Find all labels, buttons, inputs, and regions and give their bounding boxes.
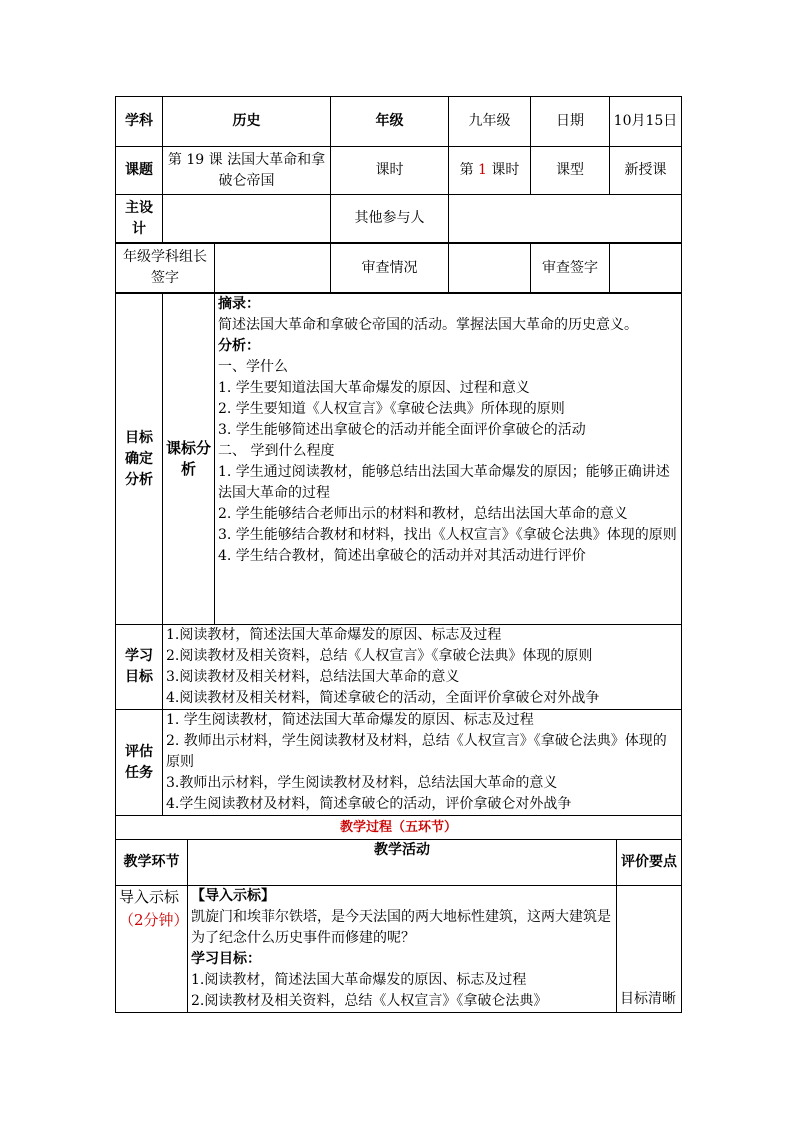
period-value xyxy=(449,147,531,195)
analysis-line: 3. 学生能够简述出拿破仑的活动并能全面评价拿破仑的活动 xyxy=(218,422,586,438)
type-label: 课型 xyxy=(531,147,610,195)
leader-label: 年级学科组长签字 xyxy=(116,244,215,293)
eval-cell: 目标清晰 xyxy=(617,886,682,1013)
review-sign-value xyxy=(610,244,682,293)
process-title: 教学过程（五环节） xyxy=(116,816,682,840)
learning-goals-label: 学习目标 xyxy=(116,625,163,710)
activity-goal-line: 1.阅读教材，简述法国大革命爆发的原因、标志及过程 xyxy=(191,972,527,988)
stage-name: 导入示标 xyxy=(119,888,180,906)
analysis-line: 简述法国大革命和拿破仑帝国的活动。掌握法国大革命的历史意义。 xyxy=(218,317,638,333)
stage-time: （2分钟） xyxy=(119,911,189,929)
period-label: 课时 xyxy=(331,147,449,195)
participants-value xyxy=(449,195,682,243)
activity-intro: 凯旋门和埃菲尔铁塔，是今天法国的两大地标性建筑，这两大建筑是为了纪念什么历史事件而修建的呢？ xyxy=(191,909,611,946)
activity-cell xyxy=(188,886,617,1013)
analysis-line: 摘录： xyxy=(218,296,260,312)
analysis-line: 2. 学生能够结合老师出示的材料和教材，总结出法国大革命的意义 xyxy=(218,506,628,522)
type-value: 新授课 xyxy=(610,147,682,195)
grade-label: 年级 xyxy=(331,97,449,147)
analysis-line: 一、学什么 xyxy=(218,359,288,375)
period-suffix: 课时 xyxy=(491,162,520,178)
period-prefix: 第 xyxy=(459,162,474,178)
analysis-line: 4. 学生结合教材，简述出拿破仑的活动并对其活动进行评价 xyxy=(218,548,586,564)
analysis-line: 分析： xyxy=(218,338,260,354)
learning-goal-line: 3.阅读教材及相关材料，总结法国大革命的意义 xyxy=(166,669,460,685)
subject-label: 学科 xyxy=(116,97,163,147)
review-label: 审查情况 xyxy=(331,244,449,293)
assessment-line: 1. 学生阅读教材，简述法国大革命爆发的原因、标志及过程 xyxy=(166,712,534,728)
analysis-line: 1. 学生通过阅读教材，能够总结出法国大革命爆发的原因；能够正确讲述法国大革命的过程 xyxy=(218,464,670,501)
assessment-label: 评估任务 xyxy=(116,710,163,816)
goals-table xyxy=(115,293,682,816)
grade-value: 九年级 xyxy=(449,97,531,147)
goal-analysis-label: 目标确定分析 xyxy=(116,294,163,625)
analysis-line: 3. 学生能够结合教材和材料，找出《人权宣言》《拿破仑法典》体现的原则 xyxy=(218,527,677,543)
assessment-line: 2. 教师出示材料，学生阅读教材及材料，总结《人权宣言》《拿破仑法典》体现的原则 xyxy=(166,733,667,770)
col-stage-header: 教学环节 xyxy=(116,840,188,886)
assessment-content xyxy=(163,710,682,816)
analysis-line: 1. 学生要知道法国大革命爆发的原因、过程和意义 xyxy=(218,380,530,396)
leader-value xyxy=(215,244,331,293)
designer-label: 主设计 xyxy=(116,195,163,243)
stage-cell xyxy=(116,886,188,1013)
learning-goal-line: 2.阅读教材及相关资料，总结《人权宣言》《拿破仑法典》体现的原则 xyxy=(166,648,593,664)
info-table xyxy=(115,96,682,293)
period-number: 1 xyxy=(478,162,487,178)
participants-label: 其他参与人 xyxy=(331,195,449,243)
date-value: 10月15日 xyxy=(610,97,682,147)
learning-goal-line: 4.阅读教材及相关材料，简述拿破仑的活动，全面评价拿破仑对外战争 xyxy=(166,690,600,706)
learning-goals-content xyxy=(163,625,682,710)
assessment-line: 3.教师出示材料，学生阅读教材及材料，总结法国大革命的意义 xyxy=(166,775,558,791)
review-sign-label: 审查签字 xyxy=(531,244,610,293)
designer-value xyxy=(163,195,331,243)
standard-analysis-label: 课标分析 xyxy=(163,294,215,625)
topic-label: 课题 xyxy=(116,147,163,195)
process-table xyxy=(115,815,682,1013)
col-activity-header: 教学活动 xyxy=(188,840,617,886)
goal-analysis-content xyxy=(215,294,682,625)
date-label: 日期 xyxy=(531,97,610,147)
activity-heading: 【导入示标】 xyxy=(191,888,275,904)
analysis-line: 2. 学生要知道《人权宣言》《拿破仑法典》所体现的原则 xyxy=(218,401,565,417)
subject-value: 历史 xyxy=(163,97,331,147)
analysis-line: 二、 学到什么程度 xyxy=(218,443,335,459)
activity-goals-label: 学习目标： xyxy=(191,951,261,967)
assessment-line: 4.学生阅读教材及材料，简述拿破仑的活动，评价拿破仑对外战争 xyxy=(166,796,572,812)
col-eval-header: 评价要点 xyxy=(617,840,682,886)
learning-goal-line: 1.阅读教材，简述法国大革命爆发的原因、标志及过程 xyxy=(166,627,502,643)
topic-value: 第 19 课 法国大革命和拿破仑帝国 xyxy=(163,147,331,195)
review-value xyxy=(449,244,531,293)
activity-goal-line: 2.阅读教材及相关资料，总结《人权宣言》《拿破仑法典》 xyxy=(191,993,548,1009)
